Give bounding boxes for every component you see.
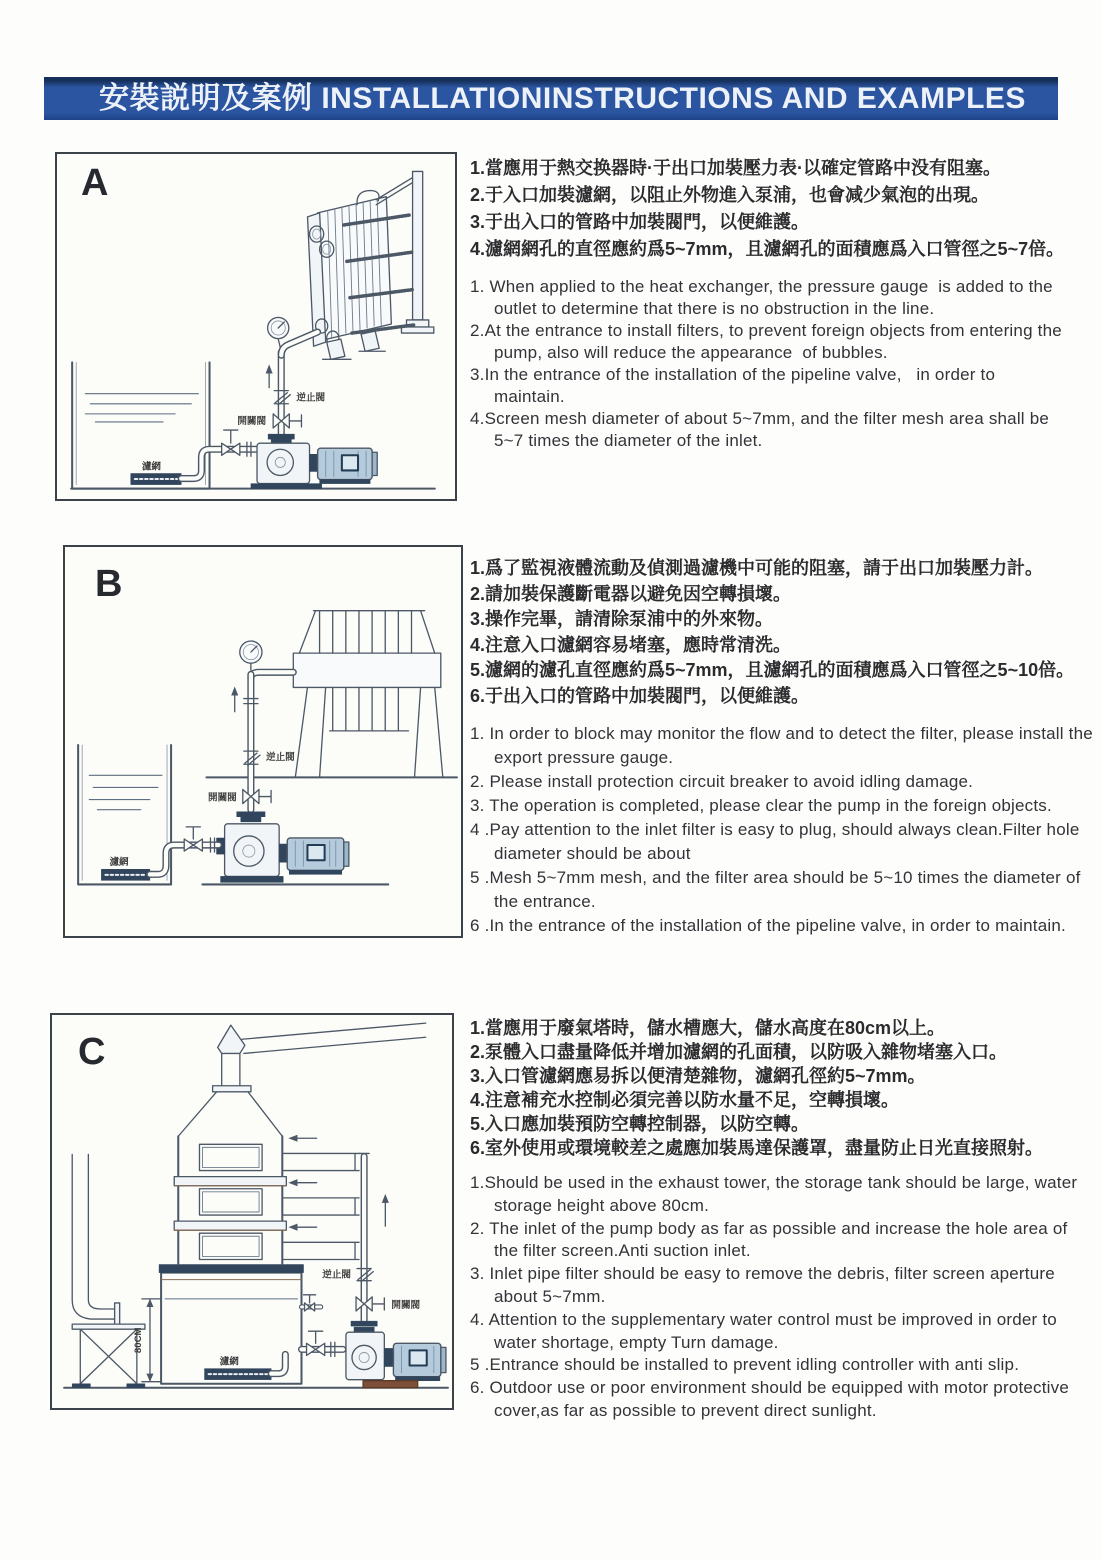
- instruction-line: 2. Please install protection circuit breaker to avoid idling damage.: [470, 772, 974, 791]
- instruction-line: 3.于出入口的管路中加裝閥門，以便維護。: [470, 212, 810, 232]
- section-letter-c: C: [78, 1031, 106, 1073]
- diagram-b-filter-press: [65, 547, 461, 936]
- check-valve-label-a: 逆止閥: [296, 392, 326, 404]
- gate-valve-b: [259, 790, 271, 802]
- instruction-line: 1. When applied to the heat exchanger, the pressure gauge is added to the outlet to determine that there is no obstruction in the line.: [470, 277, 1058, 318]
- instruction-line: 6 .In the entrance of the installation of the pipeline valve, in order to maintain.: [470, 916, 1066, 935]
- instruction-line: 1.當應用于廢氣塔時，儲水槽應大，儲水高度在80cm以上。: [470, 1018, 946, 1038]
- section-a-en: [470, 276, 1070, 452]
- section-letter-b: B: [95, 563, 123, 605]
- gate-valve-a: [289, 415, 301, 427]
- section-a-zh: [470, 155, 1098, 263]
- height-label-c: 80CM: [132, 1327, 144, 1354]
- height-dimension: [142, 1299, 161, 1382]
- instruction-line: 2. The inlet of the pump body as far as possible and increase the hole area of the filter screen.Anti suction inlet.: [470, 1218, 1073, 1261]
- instruction-line: 4.Screen mesh diameter of about 5~7mm, and the filter mesh area shall be 5~7 times the diameter of the inlet.: [470, 409, 1054, 450]
- section-letter-a: A: [81, 162, 109, 204]
- instruction-line: 4. Attention to the supplementary water control must be improved in order to water shortage, empty Turn damage.: [470, 1309, 1062, 1352]
- strainer-label-c: 濾網: [219, 1356, 239, 1368]
- instruction-line: 2.At the entrance to install filters, to prevent foreign objects from entering the pump, also will reduce the appearance of bubbles.: [470, 321, 1067, 362]
- gate-valve-label-b: 開關閥: [207, 792, 237, 804]
- gate-valve-c: [372, 1298, 384, 1310]
- instruction-line: 3.入口管濾網應易拆以便清楚雜物，濾網孔徑約5~7mm。: [470, 1066, 926, 1086]
- section-c-en: [470, 1172, 1094, 1423]
- instruction-line: 6.室外使用或環境較差之處應加裝馬達保護罩，盡量防止日光直接照射。: [470, 1138, 1044, 1158]
- instruction-line: 1.爲了監視液體流動及偵測過濾機中可能的阻塞，請于出口加裝壓力計。: [470, 558, 1044, 578]
- diagram-c-lineart: [64, 1023, 448, 1388]
- instruction-line: 4 .Pay attention to the inlet filter is easy to plug, should always clean.Filter hole diameter should be about: [470, 820, 1085, 863]
- gate-valve-label-a: 開關閥: [237, 415, 267, 427]
- section-b-zh: [470, 556, 1102, 709]
- instruction-line: 3. The operation is completed, please clear the pump in the foreign objects.: [470, 796, 1052, 815]
- page-title: 安裝説明及案例 INSTALLATIONINSTRUCTIONS AND EXAMPLES: [44, 77, 1058, 120]
- pump-b: [225, 824, 280, 877]
- diagram-box-c: [50, 1013, 454, 1410]
- instruction-line: 2.請加裝保護斷電器以避免因空轉損壞。: [470, 583, 792, 604]
- check-valve-label-c: 逆止閥: [322, 1269, 351, 1281]
- instruction-line: 6.于出入口的管路中加裝閥門，以便維護。: [470, 685, 810, 706]
- instruction-line: 2.于入口加裝濾網，以阻止外物進入泵浦，也會减少氣泡的出現。: [470, 185, 990, 205]
- instruction-line: 1. In order to block may monitor the flow and to detect the filter, please install the export pressure gauge.: [470, 724, 1098, 767]
- instruction-line: 1.Should be used in the exhaust tower, the storage tank should be large, water storage height above 80cm.: [470, 1173, 1083, 1215]
- diagram-a-heat-exchanger: [57, 154, 455, 499]
- check-valve-label-b: 逆止閥: [266, 752, 295, 764]
- diagram-box-b: [63, 545, 463, 938]
- instruction-line: 4.注意入口濾網容易堵塞，應時常清洗。: [470, 634, 792, 655]
- instruction-line: 2.泵體入口盡量降低并增加濾網的孔面積，以防吸入雜物堵塞入口。: [470, 1042, 1008, 1062]
- diagram-b-lineart: [78, 611, 457, 885]
- instruction-line: 3.In the entrance of the installation of the pipeline valve, in order to maintain.: [470, 365, 1001, 406]
- instruction-line: 5 .Entrance should be installed to prevent idling controller with anti slip.: [470, 1355, 1020, 1375]
- diagram-c-exhaust-tower: [52, 1015, 452, 1408]
- strainer-label-a: 濾網: [141, 461, 162, 473]
- instruction-line: 3.操作完畢，請清除泵浦中的外來物。: [470, 609, 774, 629]
- instruction-line: 3. Inlet pipe filter should be easy to remove the debris, filter screen aperture about 5~7mm.: [470, 1264, 1060, 1306]
- instruction-line: 4.濾網網孔的直徑應約爲5~7mm，且濾網孔的面積應爲入口管徑之5~7倍。: [470, 239, 1065, 259]
- instruction-line: 5.入口應加裝預防空轉控制器，以防空轉。: [470, 1114, 810, 1134]
- diagram-a-lineart: [71, 171, 435, 488]
- instruction-line: 1.當應用于熱交换器時·于出口加裝壓力表·以確定管路中没有阻塞。: [470, 158, 1001, 178]
- strainer-label-b: 濾網: [109, 857, 129, 869]
- gate-valve-label-c: 開關閥: [391, 1299, 421, 1311]
- diagram-box-a: [55, 152, 457, 501]
- instruction-line: 4.注意補充水控制必須完善以防水量不足，空轉損壞。: [470, 1090, 900, 1110]
- section-c-zh: [470, 1016, 1102, 1160]
- instruction-line: 6. Outdoor use or poor environment should be equipped with motor protective cover,as far as possible to prevent direct sunlight.: [470, 1378, 1074, 1420]
- instruction-line: 5 .Mesh 5~7mm mesh, and the filter area should be 5~10 times the diameter of the entrance.: [470, 868, 1086, 911]
- section-b-en: [470, 722, 1098, 938]
- instruction-line: 5.濾網的濾孔直徑應約爲5~7mm，且濾網孔的面積應爲入口管徑之5~10倍。: [470, 660, 1075, 680]
